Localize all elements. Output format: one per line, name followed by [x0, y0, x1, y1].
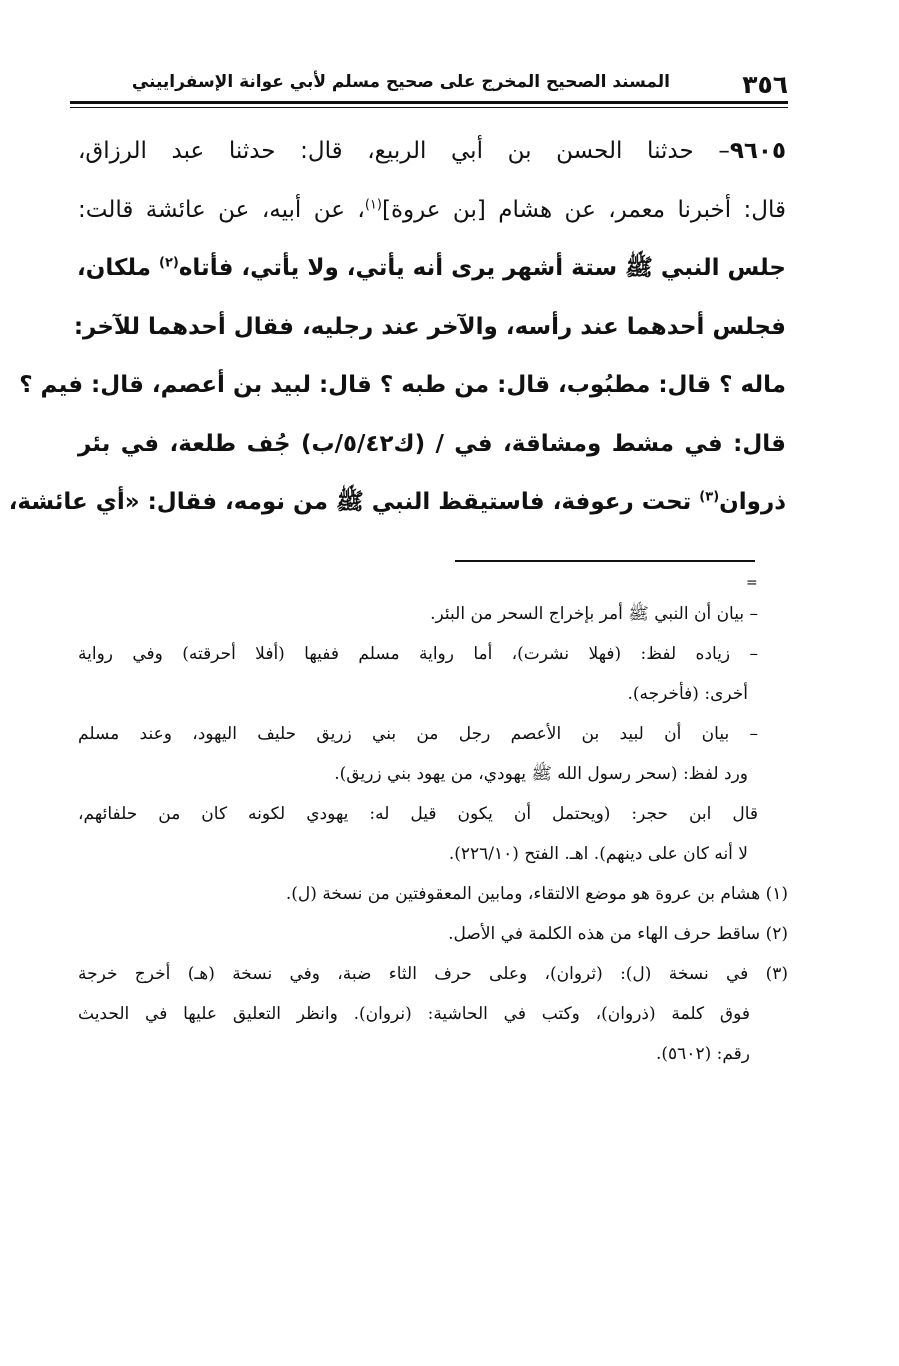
hadith-line-1	[78, 122, 786, 181]
footnote-separator	[455, 560, 755, 562]
footnote-line: – بيان أن لبيد بن الأعصم رجل من بني زريق حليف اليهود، وعند مسلم	[78, 724, 758, 744]
footnote-1: (١) هشام بن عروة هو موضع الالتقاء، ومابين المعقوفتين من نسخة (ل).	[285, 884, 788, 904]
header-rule-thin	[70, 107, 788, 108]
header-rule-thick	[70, 101, 788, 104]
footnote-line: – بيان أن النبي ﷺ أمر بإخراج السحر من البئر.	[430, 604, 758, 624]
footnote-ref-3: (٣)	[699, 489, 720, 505]
hadith-text	[8, 122, 786, 532]
page-header	[70, 70, 788, 100]
footnote-ref-1: (١)	[364, 196, 382, 212]
footnote-ref-2: (٢)	[159, 255, 179, 271]
footnotes	[78, 594, 788, 1074]
hadith-line-4: فجلس أحدهما عند رأسه، والآخر عند رجليه، فقال أحدهما للآخر:	[73, 313, 786, 340]
footnote-line: لا أنه كان على دينهم). اهـ. الفتح (٢٢٦/١٠).	[448, 844, 748, 864]
hadith-line-3: جلس النبي ﷺ ستة أشهر يرى أنه يأتي، ولا يأتي، فأتاه$^{(٢)}$ ملكان،	[76, 255, 786, 281]
hadith-line-5: ماله ؟ قال: مطبُوب، قال: من طبه ؟ قال: لبيد بن أعصم، قال: فيم ؟	[19, 372, 786, 398]
page-number: ٣٥٦	[742, 70, 788, 99]
footnote-line: – زياده لفظ: (فهلا نشرت)، أما رواية مسلم ففيها (أفلا أحرقته) وفي رواية	[78, 644, 758, 664]
footnote-line: أخرى: (فأخرجه).	[627, 684, 748, 704]
hadith-line-7: ذروان$^{(٣)}$ تحت رعوفة، فاستيقظ النبي ﷺ من نومه، فقال: «أي عائشة،	[8, 489, 786, 515]
continuation-marker: =	[746, 575, 758, 591]
hadith-number: ٩٦٠٥	[729, 138, 786, 164]
hadith-line-2: قال: أخبرنا معمر، عن هشام [بن عروة]$^{(١)}$، عن أبيه، عن عائشة قالت:	[78, 196, 786, 223]
footnote-line: ورد لفظ: (سحر رسول الله ﷺ يهودي، من يهود بني زريق).	[334, 764, 748, 784]
footnote-3-cont: فوق كلمة (ذروان)، وكتب في الحاشية: (نروان). وانظر التعليق عليها في الحديث	[78, 1004, 750, 1024]
hadith-line-6: قال: في مشط ومشاقة، في / (ك٥/٤٢/ب) جُف طلعة، في بئر	[78, 430, 786, 457]
footnote-3-cont: رقم: (٥٦٠٢).	[656, 1044, 750, 1064]
hadith-line-1-text: – حدثنا الحسن بن أبي الربيع، قال: حدثنا عبد الرزاق،	[78, 138, 730, 164]
footnote-2: (٢) ساقط حرف الهاء من هذه الكلمة في الأصل.	[448, 924, 788, 944]
running-title: المسند الصحيح المخرج على صحيح مسلم لأبي عوانة الإسفراييني	[131, 72, 670, 92]
footnote-line: قال ابن حجر: (ويحتمل أن يكون قيل له: يهودي لكونه كان من حلفائهم،	[78, 804, 758, 824]
footnote-3: (٣) في نسخة (ل): (ثروان)، وعلى حرف الثاء ضبة، وفي نسخة (هـ) أخرج خرجة	[78, 964, 788, 984]
